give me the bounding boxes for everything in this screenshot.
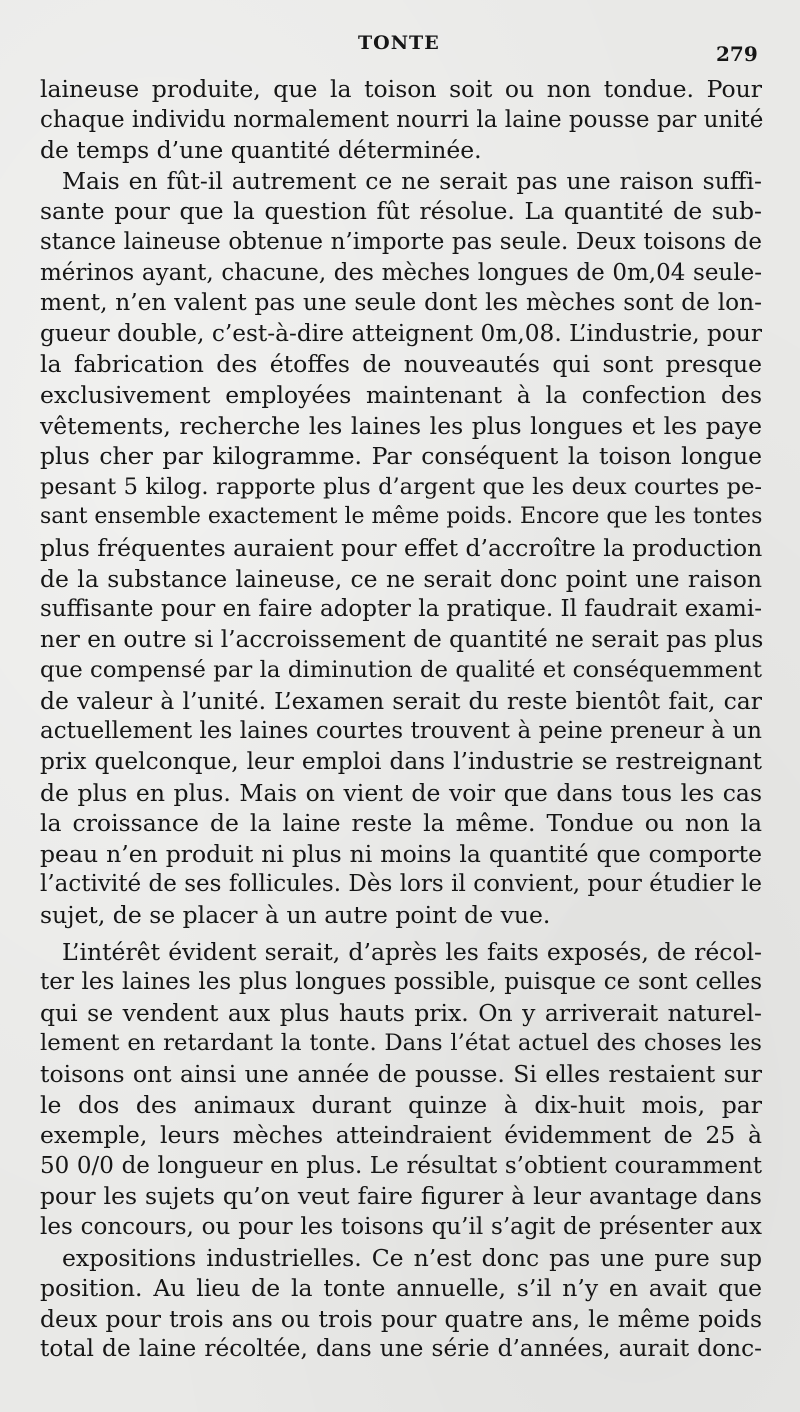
text-line: actuellement les laines courtes trouvent à peine preneur à un xyxy=(40,718,762,745)
text-line: pour les sujets qu’on veut faire figurer à leur avantage dans xyxy=(40,1182,762,1211)
paragraph xyxy=(40,937,762,1365)
text-line: la croissance de la laine reste la même. Tondue ou non la xyxy=(40,809,762,838)
text-line: vêtements, recherche les laines les plus longues et les paye xyxy=(40,411,762,440)
text-line: exemple, leurs mèches atteindraient évidemment de 25 à xyxy=(40,1121,762,1150)
text-line: de temps d’une quantité déterminée. xyxy=(40,136,482,165)
text-line: ment, n’en valent pas une seule dont les mèches sont de lon- xyxy=(40,289,762,317)
page-number: 279 xyxy=(716,42,758,66)
paragraph xyxy=(40,166,762,931)
body-text xyxy=(40,74,762,1365)
text-line: stance laineuse obtenue n’importe pas seule. Deux toisons de xyxy=(40,228,762,255)
text-line: total de laine récoltée, dans une série d’années, aurait donc- xyxy=(40,1335,762,1363)
text-line: qui se vendent aux plus hauts prix. On y arriverait naturel- xyxy=(40,998,762,1027)
text-line: la fabrication des étoffes de nouveautés qui sont presque xyxy=(40,350,762,379)
text-line: toisons ont ainsi une année de pousse. Si elles restaient sur xyxy=(40,1060,762,1088)
text-line: plus cher par kilogramme. Par conséquent la toison longue xyxy=(40,442,762,471)
text-line: que compensé par la diminution de qualité et conséquemment xyxy=(40,657,762,684)
text-line: exclusivement employées maintenant à la confection des xyxy=(40,380,762,409)
text-line: Mais en fût-il autrement ce ne serait pas une raison suffi- xyxy=(62,166,762,195)
text-line: 50 0/0 de longueur en plus. Le résultat s’obtient couramment xyxy=(40,1152,762,1179)
text-line: gueur double, c’est-à-dire atteignent 0m,08. L’industrie, pour xyxy=(40,319,762,347)
text-line: L’intérêt évident serait, d’après les faits exposés, de récol- xyxy=(62,937,762,966)
text-line: laineuse produite, que la toison soit ou non tondue. Pour xyxy=(40,75,762,103)
text-line: sante pour que la question fût résolue. La quantité de sub- xyxy=(40,197,762,226)
text-line: les concours, ou pour les toisons qu’il s’agit de présenter aux xyxy=(40,1213,762,1240)
text-line: expositions industrielles. Ce n’est donc pas une pure sup xyxy=(62,1243,762,1272)
text-line: ter les laines les plus longues possible, puisque ce sont celles xyxy=(40,969,762,996)
text-line: de valeur à l’unité. L’examen serait du reste bientôt fait, car xyxy=(40,686,762,715)
text-line: sujet, de se placer à un autre point de vue. xyxy=(40,901,551,930)
text-line: mérinos ayant, chacune, des mèches longues de 0m,04 seule- xyxy=(40,259,762,286)
page-header xyxy=(0,32,800,66)
text-line: position. Au lieu de la tonte annuelle, s’il n’y en avait que xyxy=(40,1274,762,1303)
text-line: de plus en plus. Mais on vient de voir que dans tous les cas xyxy=(40,778,762,807)
text-line: lement en retardant la tonte. Dans l’état actuel des choses les xyxy=(40,1030,762,1057)
text-line: peau n’en produit ni plus ni moins la quantité que comporte xyxy=(40,839,762,868)
text-line: suffisante pour en faire adopter la pratique. Il faudrait exami- xyxy=(40,596,762,623)
text-line: sant ensemble exactement le même poids. Encore que les tontes xyxy=(40,504,763,530)
text-line: prix quelconque, leur emploi dans l’industrie se restreignant xyxy=(40,748,762,776)
text-line: pesant 5 kilog. rapporte plus d’argent que les deux courtes pe- xyxy=(40,473,762,500)
text-line: de la substance laineuse, ce ne serait donc point une raison xyxy=(40,564,762,593)
text-line: ner en outre si l’accroissement de quantité ne serait pas plus xyxy=(40,625,764,653)
running-title: TONTE xyxy=(358,32,440,54)
text-line: le dos des animaux durant quinze à dix-huit mois, par xyxy=(40,1090,762,1119)
text-line: deux pour trois ans ou trois pour quatre ans, le même poids xyxy=(40,1304,762,1333)
text-line: chaque individu normalement nourri la laine pousse par unité xyxy=(40,106,764,133)
text-line: l’activité de ses follicules. Dès lors il convient, pour étudier le xyxy=(40,871,762,898)
paragraph-continuation xyxy=(40,74,762,166)
text-line: plus fréquentes auraient pour effet d’accroître la production xyxy=(40,533,763,562)
